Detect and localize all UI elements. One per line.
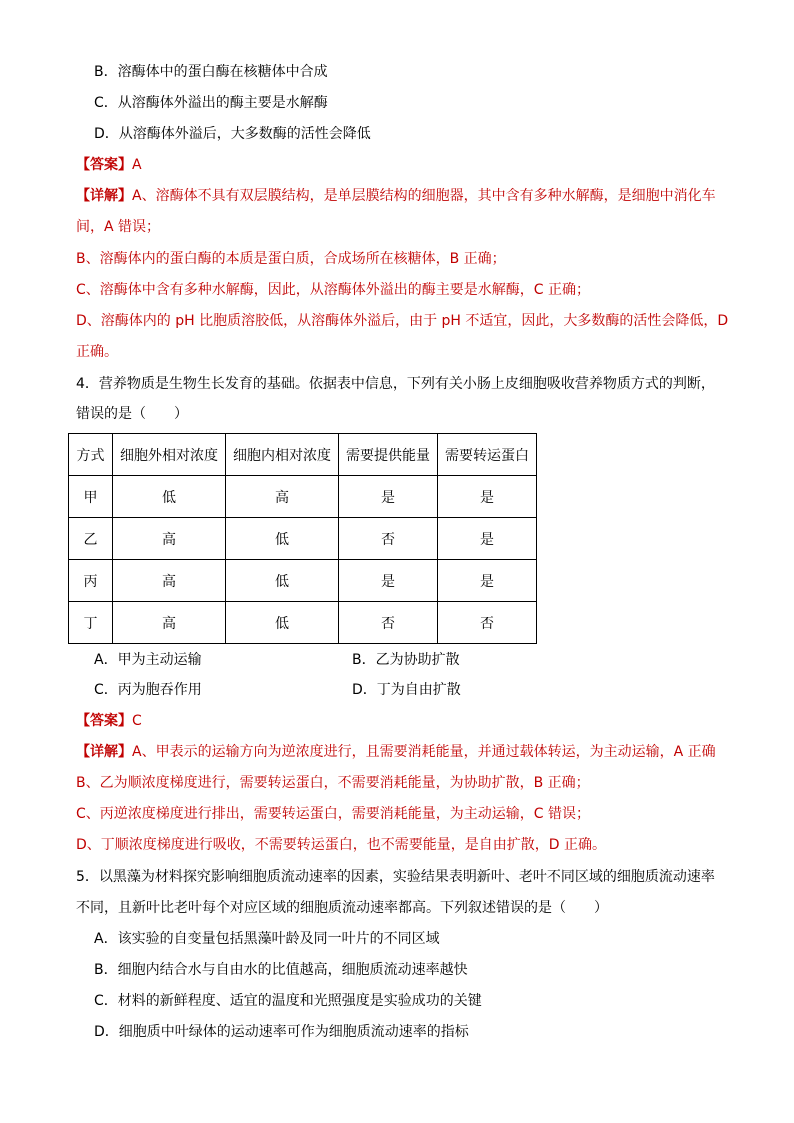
detail-text: A、甲表示的运输方向为逆浓度进行，且需要消耗能量，并通过载体转运，为主动运输，A 正确 <box>132 744 716 760</box>
q4-detail-line-4: D、丁顺浓度梯度进行吸收，不需要转运蛋白，也不需要能量，是自由扩散，D 正确。 <box>76 837 607 853</box>
q3-detail-line-4: C、溶酶体中含有多种水解酶，因此，从溶酶体外溢出的酶主要是水解酶，C 正确； <box>76 282 590 298</box>
table-cell: 高 <box>113 518 226 560</box>
q4-option-a: A．甲为主动运输 <box>94 652 202 668</box>
detail-label: 【详解】 <box>76 744 132 760</box>
table-row <box>69 602 537 644</box>
table-header-cell: 方式 <box>69 434 113 476</box>
table-cell: 低 <box>226 518 339 560</box>
table-cell: 甲 <box>69 476 113 518</box>
table-cell: 高 <box>226 476 339 518</box>
q3-detail-line-6: 正确。 <box>76 344 118 360</box>
q3-option-c: C．从溶酶体外溢出的酶主要是水解酶 <box>94 95 328 111</box>
table-header-cell: 细胞外相对浓度 <box>113 434 226 476</box>
table-cell: 是 <box>438 476 537 518</box>
q5-option-d: D．细胞质中叶绿体的运动速率可作为细胞质流动速率的指标 <box>94 1024 469 1040</box>
table-cell: 是 <box>339 476 438 518</box>
q3-option-b: B．溶酶体中的蛋白酶在核糖体中合成 <box>94 64 328 80</box>
q4-option-c: C．丙为胞吞作用 <box>94 682 202 698</box>
table-cell: 否 <box>438 602 537 644</box>
q4-detail-line-3: C、丙逆浓度梯度进行排出，需要转运蛋白，需要消耗能量，为主动运输，C 错误； <box>76 806 590 822</box>
table-cell: 乙 <box>69 518 113 560</box>
table-cell: 是 <box>438 518 537 560</box>
table-header-row <box>69 434 537 476</box>
table-header-cell: 需要提供能量 <box>339 434 438 476</box>
table-cell: 是 <box>339 560 438 602</box>
q3-detail-line-5: D、溶酶体内的 pH 比胞质溶胶低，从溶酶体外溢后，由于 pH 不适宜，因此，大多数酶的活性会降低，D <box>76 313 729 329</box>
table-cell: 丁 <box>69 602 113 644</box>
table-cell: 是 <box>438 560 537 602</box>
q3-detail-line-2: 间，A 错误； <box>76 219 161 235</box>
table-header-cell: 需要转运蛋白 <box>438 434 537 476</box>
table-cell: 高 <box>113 560 226 602</box>
table-cell: 低 <box>226 602 339 644</box>
q5-stem-line-2: 不同，且新叶比老叶每个对应区域的细胞质流动速率都高。下列叙述错误的是（ ） <box>76 900 608 916</box>
q4-stem-line-2: 错误的是（ ） <box>76 406 188 422</box>
q5-option-b: B．细胞内结合水与自由水的比值越高，细胞质流动速率越快 <box>94 962 468 978</box>
q3-option-d: D．从溶酶体外溢后，大多数酶的活性会降低 <box>94 126 371 142</box>
q5-stem-line-1: 5．以黑藻为材料探究影响细胞质流动速率的因素，实验结果表明新叶、老叶不同区域的细胞质流动速率 <box>76 869 715 885</box>
q4-detail-line-1 <box>76 742 716 762</box>
q3-detail-line-3: B、溶酶体内的蛋白酶的本质是蛋白质，合成场所在核糖体，B 正确； <box>76 251 506 267</box>
q4-option-b: B．乙为协助扩散 <box>352 652 460 668</box>
q5-option-a: A．该实验的自变量包括黑藻叶龄及同一叶片的不同区域 <box>94 931 440 947</box>
table-cell: 丙 <box>69 560 113 602</box>
table-row <box>69 560 537 602</box>
q4-table <box>68 433 537 644</box>
q4-option-d: D．丁为自由扩散 <box>352 682 461 698</box>
q4-detail-line-2: B、乙为顺浓度梯度进行，需要转运蛋白，不需要消耗能量，为协助扩散，B 正确； <box>76 775 590 791</box>
q4-stem-line-1: 4．营养物质是生物生长发育的基础。依据表中信息，下列有关小肠上皮细胞吸收营养物质方式的判断， <box>76 376 715 392</box>
table-cell: 否 <box>339 602 438 644</box>
q4-answer <box>76 711 142 731</box>
table-cell: 低 <box>113 476 226 518</box>
q3-detail-line-1 <box>76 186 716 206</box>
answer-label: 【答案】 <box>76 157 132 173</box>
table-cell: 低 <box>226 560 339 602</box>
table-row <box>69 476 537 518</box>
answer-value: C <box>132 713 142 729</box>
table-row <box>69 518 537 560</box>
answer-value: A <box>132 157 142 173</box>
q5-option-c: C．材料的新鲜程度、适宜的温度和光照强度是实验成功的关键 <box>94 993 482 1009</box>
answer-label: 【答案】 <box>76 713 132 729</box>
q3-answer <box>76 155 142 175</box>
table-cell: 高 <box>113 602 226 644</box>
detail-label: 【详解】 <box>76 188 132 204</box>
table-cell: 否 <box>339 518 438 560</box>
detail-text: A、溶酶体不具有双层膜结构，是单层膜结构的细胞器，其中含有多种水解酶，是细胞中消化车 <box>132 188 716 204</box>
table-header-cell: 细胞内相对浓度 <box>226 434 339 476</box>
